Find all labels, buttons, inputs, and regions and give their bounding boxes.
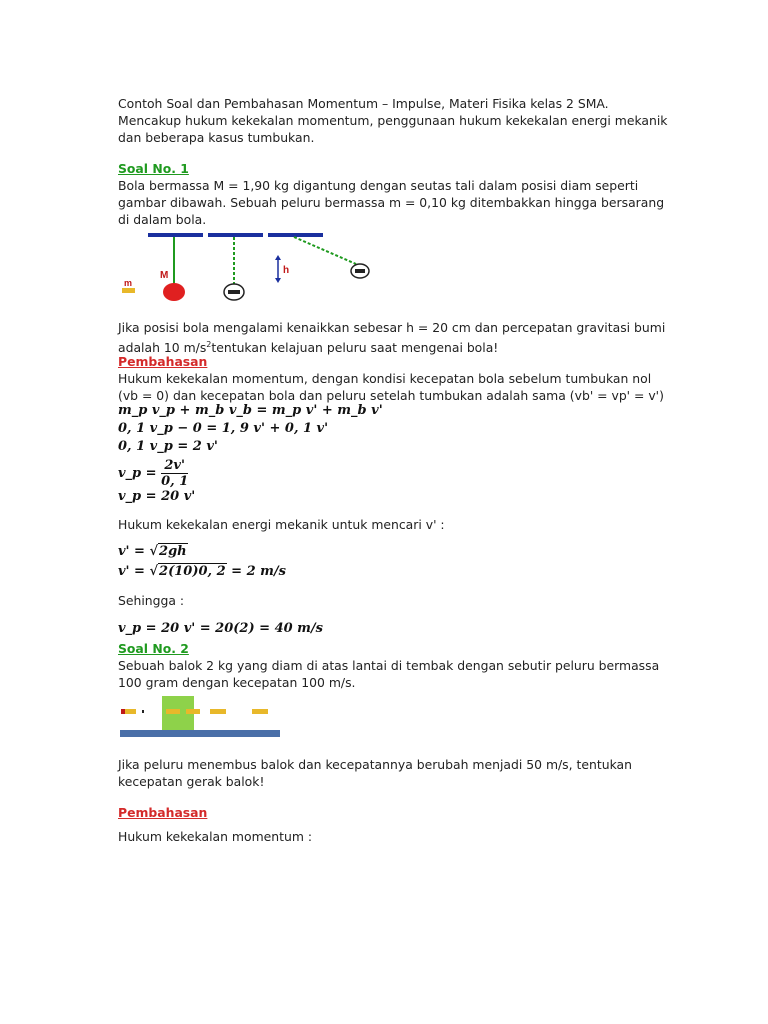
soal-1-text-3: di dalam bola. [118, 212, 207, 227]
soal-1-question-1: Jika posisi bola mengalami kenaikkan sebesar h = 20 cm dan percepatan gravitasi bumi [118, 320, 666, 335]
equation-2: 0, 1 v_p − 0 = 1, 9 v' + 0, 1 v' [118, 421, 329, 436]
pendulum-figure [118, 228, 378, 308]
intro-line-2: Mencakup hukum kekekalan momentum, penggunaan hukum kekekalan energi mekanik [118, 113, 668, 128]
label-M: M [160, 270, 169, 281]
label-h: h [283, 265, 290, 276]
equation-6: v' = √2gh [118, 544, 187, 559]
sehingga-text: Sehingga : [118, 593, 185, 608]
soal-2-text-2: 100 gram dengan kecepatan 100 m/s. [118, 675, 356, 690]
block-bullet-figure [118, 694, 288, 742]
pembahasan-1-text-2: (vb = 0) dan kecepatan bola dan peluru setelah tumbukan adalah sama (vb' = vp' = v') [118, 388, 664, 403]
pembahasan-1-text-1: Hukum kekekalan momentum, dengan kondisi kecepatan bola sebelum tumbukan nol [118, 371, 652, 386]
soal-2-heading: Soal No. 2 [118, 641, 189, 656]
equation-3: 0, 1 v_p = 2 v' [118, 439, 218, 454]
equation-4: v_p = $\frac{2v'}{0, 1}$ [118, 458, 189, 489]
pembahasan-1-heading: Pembahasan [118, 354, 208, 369]
pembahasan-2-text-1: Hukum kekekalan momentum : [118, 829, 313, 844]
equation-8: v_p = 20 v' = 20(2) = 40 m/s [118, 621, 324, 636]
soal-1-heading: Soal No. 1 [118, 161, 189, 176]
equation-7: v' = √2(10)0, 2 = 2 m/s [118, 564, 286, 579]
soal-1-text-1: Bola bermassa M = 1,90 kg digantung dengan seutas tali dalam posisi diam seperti [118, 178, 639, 193]
label-m: m [124, 278, 133, 288]
soal-1-question-2: adalah 10 $m/s^2tentukan$ kelajuan peluru saat mengenai bola! [118, 340, 499, 356]
soal-2-question-1: Jika peluru menembus balok dan kecepatannya berubah menjadi 50 m/s, tentukan [118, 757, 632, 772]
soal-1-text-2: gambar dibawah. Sebuah peluru bermassa m = 0,10 kg ditembakkan hingga bersarang [118, 195, 665, 210]
soal-2-text-1: Sebuah balok 2 kg yang diam di atas lantai di tembak dengan sebutir peluru bermassa [118, 658, 660, 673]
intro-line-1: Contoh Soal dan Pembahasan Momentum – Impulse, Materi Fisika kelas 2 SMA. [118, 96, 609, 111]
energi-text: Hukum kekekalan energi mekanik untuk mencari v' : [118, 517, 445, 532]
intro-line-3: dan beberapa kasus tumbukan. [118, 130, 315, 145]
equation-1: m_p v_p + m_b v_b = m_p v' + m_b v' [118, 403, 383, 418]
pendulum-ball [163, 283, 185, 301]
equation-5: v_p = 20 v' [118, 489, 196, 504]
soal-2-question-2: kecepatan gerak balok! [118, 774, 265, 789]
pembahasan-2-heading: Pembahasan [118, 805, 208, 820]
